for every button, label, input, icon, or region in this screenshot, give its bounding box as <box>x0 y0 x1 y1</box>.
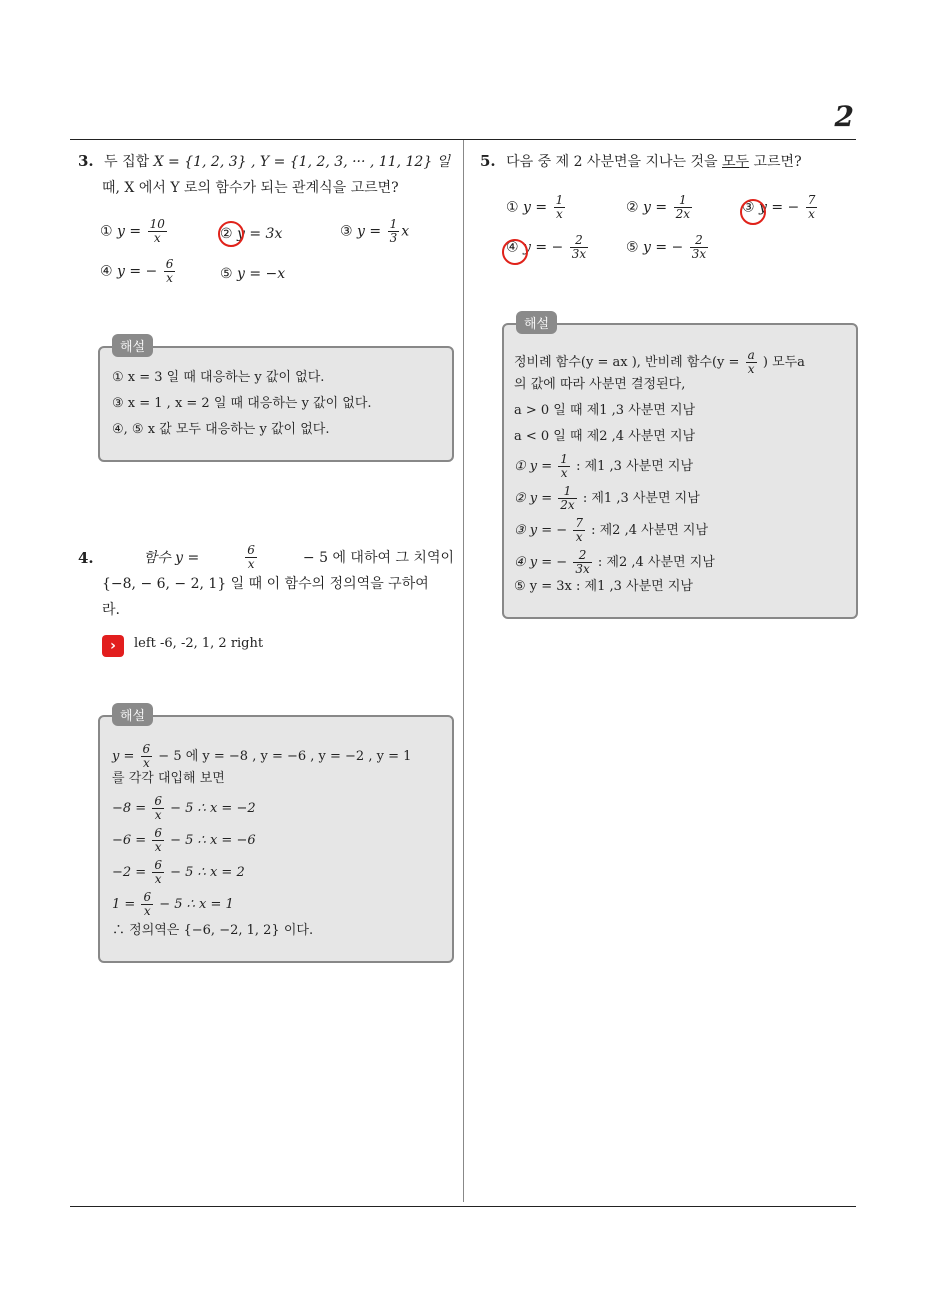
question-3-line1 <box>78 148 458 175</box>
q3-choice-5[interactable] <box>220 264 285 284</box>
choice-label: ④ <box>100 263 113 280</box>
solution-line: ③ x = 1 , x = 2 일 때 대응하는 y 값이 없다. <box>112 396 372 411</box>
question-4-line3: 라. <box>102 602 120 618</box>
solution-box-q3 <box>98 346 454 462</box>
fraction: $\frac{6}{x}$ <box>247 543 255 571</box>
question-5-text-pre: 다음 중 제 2 사분면을 지나는 것을 <box>506 154 722 170</box>
fraction: $\frac{1}{2x}$ <box>675 193 690 221</box>
question-4-number: 4. <box>78 548 94 567</box>
solution-tag: 해설 <box>112 703 153 726</box>
q3-choice-1[interactable] <box>100 218 169 245</box>
question-4-text-pre: 함수 y = <box>143 549 200 566</box>
solution-line: a < 0 일 때 제2 ,4 사분면 지남 <box>514 429 696 444</box>
solution-line: ① x = 3 일 때 대응하는 y 값이 없다. <box>112 370 325 385</box>
choice-label: ⑤ <box>626 239 639 256</box>
question-5-text-underline: 모두 <box>722 154 750 170</box>
choice-expr: y = − <box>117 263 158 280</box>
fraction: $\frac{6}{x}$ <box>142 742 151 770</box>
question-4 <box>78 544 456 623</box>
choice-label: ④ <box>506 239 519 256</box>
fraction: $\frac{2}{3x}$ <box>571 233 587 261</box>
fraction: $\frac{7}{x}$ <box>575 516 583 544</box>
choice-expr: y = − <box>759 199 800 216</box>
choice-label: ① <box>506 199 519 216</box>
solution-eq: 1 = $\frac{6}{x}$ − 5 ∴ x = 1 <box>112 890 234 918</box>
choice-expr: y = <box>523 199 548 216</box>
solution-box-q4 <box>98 715 454 963</box>
answer-text: left -6, -2, 1, 2 right <box>134 636 264 651</box>
solution-item: ① y = $\frac{1}{x}$ : 제1 ,3 사분면 지남 <box>514 452 694 480</box>
choice-label: ⑤ <box>220 266 233 282</box>
choice-expr: y = <box>357 223 382 240</box>
question-4-line2: {−8, − 6, − 2, 1} 일 때 이 함수의 정의역을 구하여 <box>102 576 429 592</box>
solution-line: y = $\frac{6}{x}$ − 5 에 y = −8 , y = −6 , y = −2 , y = 1 <box>112 742 412 770</box>
fraction: $\frac{6}{x}$ <box>143 890 152 918</box>
q3-choice-3[interactable]: ③ y = $\frac{1}{3}$ x <box>340 217 410 245</box>
fraction: $\frac{1}{3}$ <box>389 217 398 245</box>
fraction: $\frac{1}{2x}$ <box>560 484 575 512</box>
fraction: $\frac{2}{3x}$ <box>691 233 707 261</box>
selected-answer-circle <box>218 221 244 247</box>
solution-item: ③ y = − $\frac{7}{x}$ : 제2 ,4 사분면 지남 <box>514 516 709 544</box>
answer-arrow-icon: › <box>102 635 124 657</box>
column-divider <box>463 140 464 1202</box>
choice-label: ③ <box>742 199 755 216</box>
choice-expr: y = − <box>523 239 564 256</box>
solution-line: ④, ⑤ x 값 모두 대응하는 y 값이 없다. <box>112 422 330 437</box>
q3-choice-4[interactable] <box>100 258 177 285</box>
solution-eq: −8 = $\frac{6}{x}$ − 5 ∴ x = −2 <box>112 794 256 822</box>
solution-line: ⑤ y = 3x : 제1 ,3 사분면 지남 <box>514 579 693 594</box>
solution-line: a > 0 일 때 제1 ,3 사분면 지남 <box>514 403 696 418</box>
question-3-number: 3. <box>78 152 94 170</box>
question-3-sets: X = {1, 2, 3} , Y = {1, 2, 3, ··· , 11, 12} 일 <box>153 154 451 170</box>
choice-label: ① <box>100 223 113 240</box>
solution-box-q5 <box>502 323 858 619</box>
solution-line: ∴ 정의역은 {−6, −2, 1, 2} 이다. <box>112 923 314 938</box>
choice-label: ③ <box>340 223 353 240</box>
choice-label: ② <box>626 199 639 216</box>
selected-answer-circle <box>502 239 528 265</box>
solution-tag: 해설 <box>112 334 153 357</box>
solution-tag: 해설 <box>516 311 557 334</box>
solution-line: 를 각각 대입해 보면 <box>112 771 225 786</box>
q5-choice-1[interactable] <box>506 194 567 221</box>
question-3-text-pre: 두 집합 <box>104 154 154 170</box>
selected-answer-circle <box>740 199 766 225</box>
q5-choice-2[interactable] <box>626 194 694 221</box>
question-5-text-post: 고르면? <box>749 154 802 170</box>
choice-expr: y = − <box>643 239 684 256</box>
question-3-line2: 때, X 에서 Y 로의 함수가 되는 관계식을 고르면? <box>102 180 399 196</box>
choice-expr: y = <box>117 223 142 240</box>
choice-expr: y = −x <box>237 266 286 282</box>
choice-expr: y = <box>643 199 668 216</box>
page-number: 2 <box>834 100 854 133</box>
fraction: $\frac{6}{x}$ <box>154 858 162 886</box>
solution-line: 의 값에 따라 사분면 결정된다, <box>514 377 686 392</box>
solution-line: 정비례 함수(y = ax ), 반비례 함수(y = $\frac{a}{x}$ ) 모두a <box>514 348 805 376</box>
fraction: $\frac{10}{x}$ <box>149 217 165 245</box>
fraction: $\frac{6}{x}$ <box>154 826 162 854</box>
fraction: $\frac{1}{x}$ <box>560 452 568 480</box>
question-4-text-post: − 5 에 대하여 그 치역이 <box>302 549 454 566</box>
choice-label: ② <box>220 226 233 242</box>
fraction: $\frac{6}{x}$ <box>154 794 162 822</box>
question-3 <box>78 148 458 201</box>
solution-item: ② y = $\frac{1}{2x}$ : 제1 ,3 사분면 지남 <box>514 484 700 512</box>
fraction: $\frac{a}{x}$ <box>747 348 755 376</box>
choice-expr: y = 3x <box>237 226 283 242</box>
question-5 <box>480 148 860 175</box>
fraction: $\frac{2}{3x}$ <box>575 548 590 576</box>
bottom-rule <box>70 1206 856 1207</box>
solution-eq: −6 = $\frac{6}{x}$ − 5 ∴ x = −6 <box>112 826 256 854</box>
solution-item: ④ y = − $\frac{2}{3x}$ : 제2 ,4 사분면 지남 <box>514 548 715 576</box>
fraction: $\frac{7}{x}$ <box>807 193 816 221</box>
question-4-line1 <box>78 544 454 571</box>
fraction: $\frac{6}{x}$ <box>165 257 174 285</box>
question-5-number: 5. <box>480 152 496 170</box>
solution-eq: −2 = $\frac{6}{x}$ − 5 ∴ x = 2 <box>112 858 245 886</box>
q5-choice-5[interactable] <box>626 234 710 261</box>
fraction: $\frac{1}{x}$ <box>555 193 564 221</box>
